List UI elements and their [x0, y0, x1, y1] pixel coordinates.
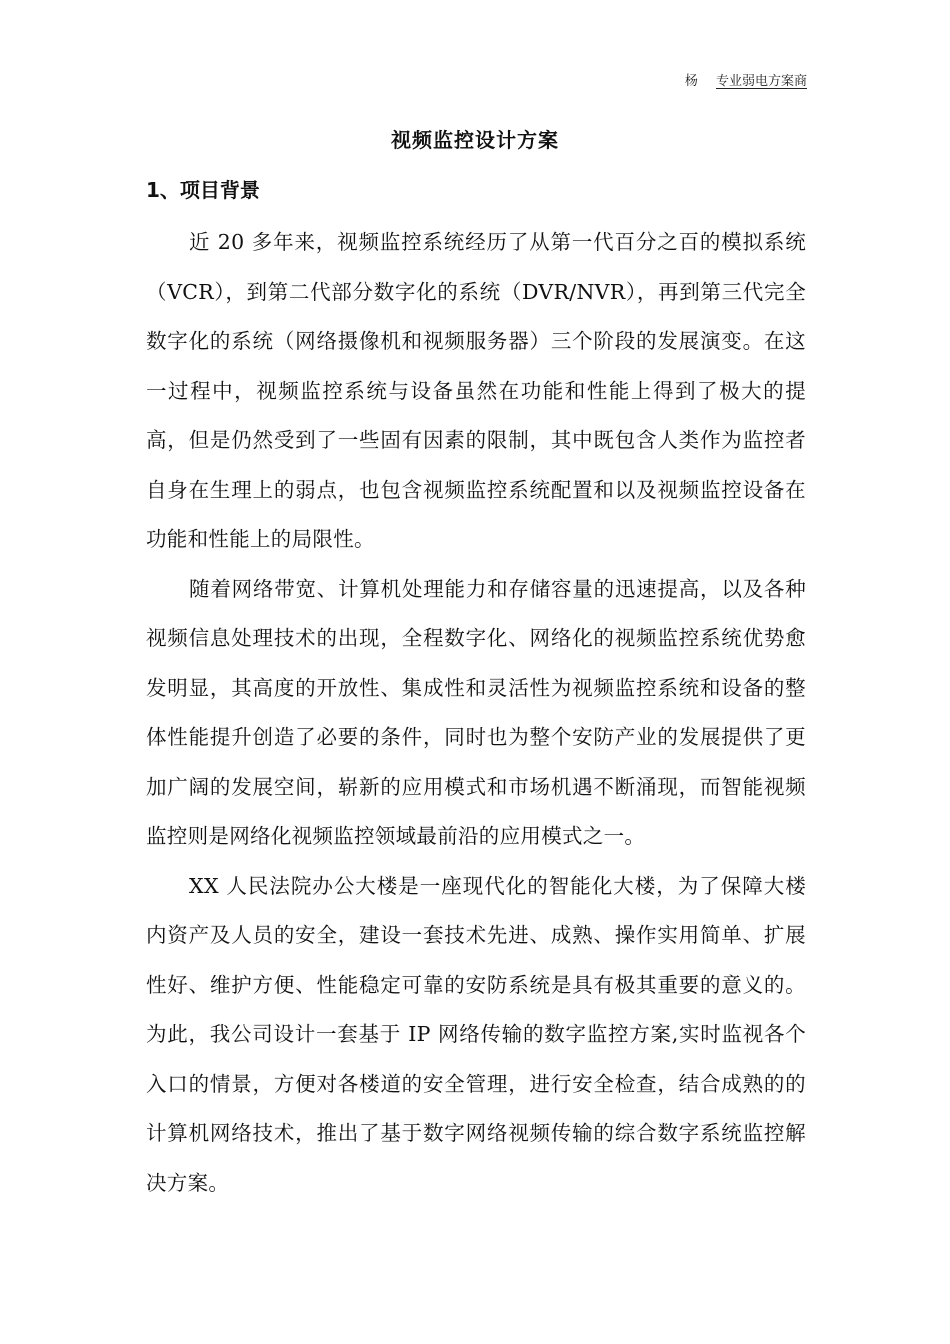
paragraph-3: XX 人民法院办公大楼是一座现代化的智能化大楼，为了保障大楼内资产及人员的安全，建设一套技术先进、成熟、操作实用简单、扩展性好、维护方便、性能稳定可靠的安防系统是具有极其重要的意义的。为此，我公司设计一套基于 IP 网络传输的数字监控方案,实时监视各个入口的情景，方便对各楼道的安全管理，进行安全检查，结合成熟的的计算机网络技术，推出了基于数字网络视频传输的综合数字系统监控解决方案。: [146, 873, 806, 1195]
document-body: [146, 218, 806, 1208]
paragraph-2: 随着网络带宽、计算机处理能力和存储容量的迅速提高，以及各种视频信息处理技术的出现，全程数字化、网络化的视频监控系统优势愈发明显，其高度的开放性、集成性和灵活性为视频监控系统和设备的整体性能提升创造了必要的条件，同时也为整个安防产业的发展提供了更加广阔的发展空间，崭新的应用模式和市场机遇不断涌现，而智能视频监控则是网络化视频监控领域最前沿的应用模式之一。: [146, 576, 806, 848]
header-tagline: 专业弱电方案商: [715, 74, 807, 89]
paragraph-1: 近 20 多年来，视频监控系统经历了从第一代百分之百的模拟系统（VCR），到第二代部分数字化的系统（DVR/NVR），再到第三代完全数字化的系统（网络摄像机和视频服务器）三个阶段的发展演变。在这一过程中，视频监控系统与设备虽然在功能和性能上得到了极大的提高，但是仍然受到了一些固有因素的限制，其中既包含人类作为监控者自身在生理上的弱点，也包含视频监控系统配置和以及视频监控设备在功能和性能上的局限性。: [146, 230, 806, 551]
page-header: [685, 70, 807, 89]
document-title: 视频监控设计方案: [391, 128, 559, 152]
header-name: 杨: [684, 74, 698, 89]
section-heading: 1、项目背景: [146, 178, 260, 202]
